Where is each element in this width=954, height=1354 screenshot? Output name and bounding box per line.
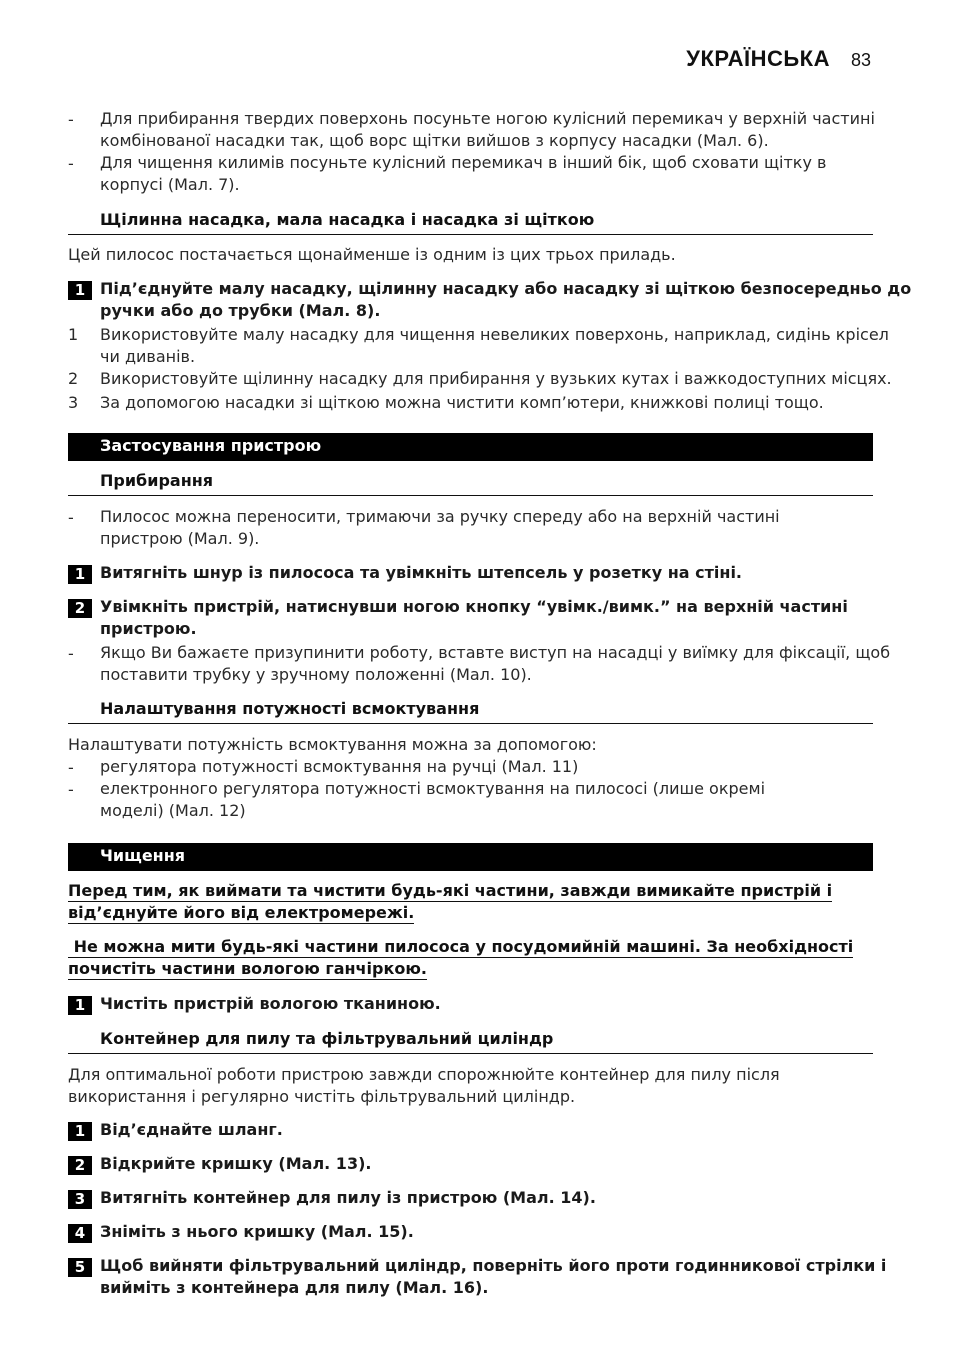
intro-bullet-1: Для прибирання твердих поверхонь посуньте ногою кулісний перемикач у верхній частині комбінованої насадки так, щоб ворс щітки вийшов з корпусу насадки (Мал. 6).	[100, 109, 875, 150]
step-number-box: 2	[68, 1156, 92, 1175]
warning-line: Перед тим, як виймати та чистити будь-які частини, завжди вимикайте пристрій і	[68, 881, 833, 900]
item-number: 1	[68, 325, 79, 344]
heading-rule	[68, 234, 873, 235]
section-bar-cleaning: Чищення	[68, 843, 873, 871]
section-heading-suction: Налаштування потужності всмоктування	[100, 699, 480, 718]
nozzles-item-1: Використовуйте малу насадку для чищення невеликих поверхонь, наприклад, сидінь крісел чи диванів.	[100, 325, 889, 366]
step-number-box: 3	[68, 1190, 92, 1209]
warning-line: від’єднуйте його від електромережі.	[68, 903, 415, 922]
container-intro-text: Для оптимальної роботи пристрою завжди спорожнюйте контейнер для пилу після використання і регулярно чистіть фільтрувальний циліндр.	[68, 1065, 780, 1106]
intro-bullet-2: Для чищення килимів посуньте кулісний перемикач в інший бік, щоб сховати щітку в корпусі (Мал. 7).	[100, 153, 827, 194]
cleaning-bullet-1: Пилосос можна переносити, тримаючи за ручку спереду або на верхній частині пристрою (Мал. 9).	[100, 507, 780, 548]
cleaning-bullet-2: Якщо Ви бажаєте призупинити роботу, вставте виступ на насадці у виїмку для фіксації, щоб поставити трубку у зручному положенні (Мал. 10).	[100, 643, 891, 684]
page-number: 83	[851, 50, 872, 70]
clean-step-1: Чистіть пристрій вологою тканиною.	[100, 994, 441, 1013]
item-number: 2	[68, 369, 79, 388]
container-step-2: Відкрийте кришку (Мал. 13).	[100, 1154, 372, 1173]
suction-bullet-2: електронного регулятора потужності всмоктування на пилососі (лише окремі моделі) (Мал. 12)	[100, 779, 766, 820]
step-number-box: 5	[68, 1258, 92, 1277]
section-heading-container: Контейнер для пилу та фільтрувальний циліндр	[100, 1029, 554, 1048]
suction-intro-text: Налаштувати потужність всмоктування можна за допомогою:	[68, 735, 597, 754]
item-number: 3	[68, 393, 79, 412]
dash-marker: -	[68, 110, 74, 129]
suction-bullet-1: регулятора потужності всмоктування на ручці (Мал. 11)	[100, 757, 579, 776]
container-step-5: Щоб вийняти фільтрувальний циліндр, поверніть його проти годинникової стрілки і вийміть з контейнера для пилу (Мал. 16).	[100, 1256, 887, 1297]
nozzles-item-3: За допомогою насадки зі щіткою можна чистити комп’ютери, книжкові полиці тощо.	[100, 393, 824, 412]
heading-rule	[68, 495, 873, 496]
container-step-1: Від’єднайте шланг.	[100, 1120, 283, 1139]
warning-line: Не можна мити будь-які частини пилососа у посудомийній машині. За необхідності	[68, 937, 854, 956]
dash-marker: -	[68, 644, 74, 663]
heading-rule	[68, 1053, 873, 1054]
cleaning-step-2: Увімкніть пристрій, натиснувши ногою кнопку “увімк./вимк.” на верхній частині пристрою.	[100, 597, 848, 638]
heading-rule	[68, 723, 873, 724]
step-number-box: 2	[68, 599, 92, 618]
step-number-box: 1	[68, 1122, 92, 1141]
nozzles-intro-text: Цей пилосос постачається щонайменше із одним із цих трьох приладь.	[68, 245, 676, 264]
step-number-box: 1	[68, 996, 92, 1015]
step-number-box: 1	[68, 281, 92, 300]
section-heading-cleaning: Прибирання	[100, 471, 214, 490]
container-step-3: Витягніть контейнер для пилу із пристрою (Мал. 14).	[100, 1188, 596, 1207]
language-header: УКРАЇНСЬКА	[686, 46, 830, 71]
dash-marker: -	[68, 780, 74, 799]
nozzles-item-2: Використовуйте щілинну насадку для прибирання у вузьких кутах і важкодоступних місцях.	[100, 369, 892, 388]
step-number-box: 1	[68, 565, 92, 584]
nozzles-step-1: Під’єднуйте малу насадку, щілинну насадку або насадку зі щіткою безпосередньо до ручки або до трубки (Мал. 8).	[100, 279, 912, 320]
dash-marker: -	[68, 508, 74, 527]
container-step-4: Зніміть з нього кришку (Мал. 15).	[100, 1222, 414, 1241]
dash-marker: -	[68, 154, 74, 173]
step-number-box: 4	[68, 1224, 92, 1243]
section-heading-nozzles: Щілинна насадка, мала насадка і насадка зі щіткою	[100, 210, 595, 229]
section-bar-use: Застосування пристрою	[68, 433, 873, 461]
cleaning-step-1: Витягніть шнур із пилососа та увімкніть штепсель у розетку на стіні.	[100, 563, 743, 582]
dash-marker: -	[68, 758, 74, 777]
warning-line: почистіть частини вологою ганчіркою.	[68, 959, 427, 978]
